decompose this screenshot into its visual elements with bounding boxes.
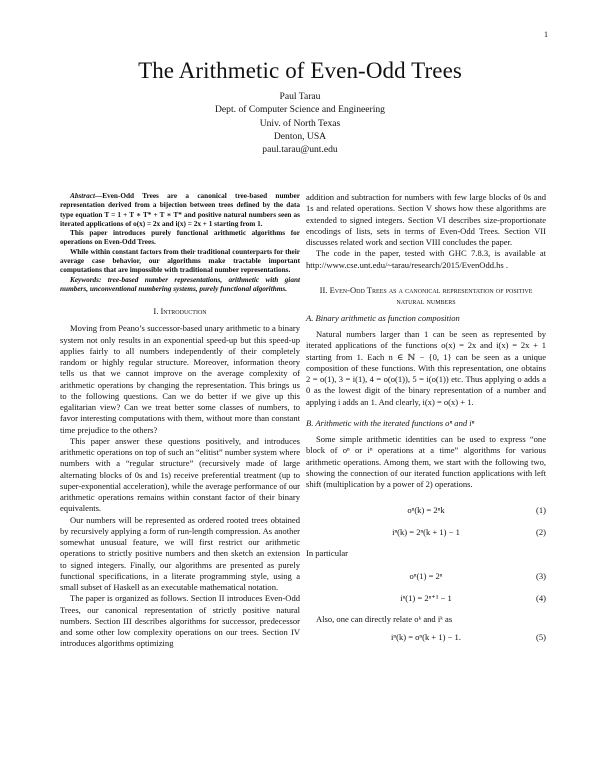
equation-3-body: oⁿ(1) = 2ⁿ [409, 570, 443, 581]
author-name: Paul Tarau [279, 91, 321, 102]
equation-5 [306, 631, 546, 643]
section-1-heading: I. Introduction [153, 306, 207, 317]
equation-1-number: (1) [536, 505, 546, 516]
code-availability: The code in the paper, tested with GHC 7.8.3, is available at http://www.cse.unt.edu/~tarau/research/2015/EvenOdd.hs . [306, 248, 546, 270]
subsection-a-text: Natural numbers larger than 1 can be seen as represented by iterated applications of the functions o(x) = 2x and i(x) = 2x + 1 starting from 1. Each n ∈ ℕ − {0, 1} can be seen as a unique composition of these functions. With this representation, one obtains 2 = o(1), 3 = i(1), 4 = o(o(1)), 5 = i(o(1)) etc. Thus applying o adds a 0 as the lowest digit of the binary representation of a number and applying i adds an 1. And clearly, i(x) = o(x) + 1. [306, 329, 546, 407]
abstract-p3: While within constant factors from their traditional counterparts for their average case behavior, our algorithms make tractable important computations that are impossible with traditional number representations. [60, 247, 300, 275]
intro-paragraph-1: Moving from Peano’s successor-based unary arithmetic to a binary system not only results in an exponential speed-up but this speed-up applies fairly to all numbers independently of their completely random or highly regular structure. Moreover, information theory tells us that we cannot improve on the average complexity of arithmetic operations by changing the representation. This brings us to the following questions. Can we do better if we give up this egalitarian view? Can we treat better some classes of numbers, to favor interesting computations with them, without more than constant time prejudice to the others? [60, 323, 300, 435]
page-number: 1 [544, 30, 548, 39]
keywords-text: tree-based number representations, arithmetic with giant numbers, unconventional numbering systems, purely functional algorithms. [60, 275, 300, 293]
equation-2-number: (2) [536, 527, 546, 538]
abstract-p1 [60, 192, 300, 229]
equation-5-body: iⁿ(k) = oⁿ(k + 1) − 1. [391, 631, 461, 642]
equation-3 [306, 570, 546, 582]
subsection-b-heading: B. Arithmetic with the iterated functions oⁿ and iⁿ [306, 417, 475, 428]
equation-2 [306, 526, 546, 538]
equation-4-body: iⁿ(1) = 2ⁿ⁺¹ − 1 [400, 592, 452, 603]
intro-paragraph-4: The paper is organized as follows. Section II introduces Even-Odd Trees, our canonical representation of strictly positive natural numbers. Section III describes algorithms for successor, predecessor and some other low complexity operations on our trees. Section IV introduces algorithms optimizing [60, 593, 300, 649]
equation-1 [306, 504, 546, 516]
subsection-a-heading: A. Binary arithmetic as function composition [306, 312, 460, 323]
section-2-heading: II. Even-Odd Trees as a canonical representation of positive natural numbers [319, 284, 533, 306]
paper-outline-continued: addition and subtraction for numbers with few large blocks of 0s and 1s and related operations. Section V shows how these algorithms are extended to signed integers. Section VI describes size-proportionate encodings of lists, sets in terms of Even-Odd Trees. Section VII discusses related work and section VIII concludes the paper. [306, 192, 546, 247]
intro-paragraph-2: This paper answer these questions positively, and introduces arithmetic operations on top of such an “elitist” number system where numbers with a “regular structure” (recursively made of large alternating blocks of 0s and 1s) receive preferential treatment (up to super-exponential acceleration), while the average performance of our arithmetic operations remains within constant factor of their binary equivalents. [60, 435, 300, 514]
author-block [0, 90, 600, 156]
equation-1-body: oⁿ(k) = 2ⁿk [407, 505, 445, 516]
abstract-p2: This paper introduces purely functional arithmetic algorithms for operations on Even-Odd Trees. [60, 229, 300, 247]
author-univ: Univ. of North Texas [259, 117, 341, 129]
left-column [60, 192, 300, 650]
in-particular-text: In particular [306, 548, 348, 559]
abstract [60, 192, 300, 294]
keywords-label: Keywords: [70, 275, 102, 284]
also-relate-text: Also, one can directly relate oᵏ and iᵏ as [316, 613, 453, 624]
equation-4 [306, 592, 546, 604]
intro-paragraph-3: Our numbers will be represented as ordered rooted trees obtained by recursively applying a form of run-length compression. As another somewhat unusual feature, we will first restrict our arithmetic operations to strictly positive numbers and then sketch an extension to signed integers. Finally, our algorithms are presented as purely functional specifications, in a literate programming style, using a small subset of Haskell as an executable mathematical notation. [60, 514, 300, 593]
right-column [306, 192, 546, 653]
keywords [60, 276, 300, 295]
paper-title: The Arithmetic of Even-Odd Trees [138, 58, 462, 83]
author-dept: Dept. of Computer Science and Engineering [215, 104, 385, 116]
equation-4-number: (4) [536, 592, 546, 603]
author-city: Denton, USA [273, 130, 327, 142]
equation-2-body: iⁿ(k) = 2ⁿ(k + 1) − 1 [392, 527, 460, 538]
subsection-b-text: Some simple arithmetic identities can be used to express “one block of oⁿ or iⁿ operations at a time” algorithms for various arithmetic operations. Among them, we start with the following two, showing the connection of our iterated function applications with left shift (multiplication by a power of 2) operations. [306, 434, 546, 489]
equation-5-number: (5) [536, 631, 546, 642]
author-email: paul.tarau@unt.edu [262, 144, 338, 156]
abstract-label: Abstract [70, 192, 95, 200]
equation-3-number: (3) [536, 570, 546, 581]
abstract-text-1: —Even-Odd Trees are a canonical tree-based number representation derived from a bijection between trees defined by the data type equation T = 1 + T ∗ T* + T ∗ T* and positive natural numbers seen as iterated applications of o(x) = 2x and i(x) = 2x + 1 starting from 1. [60, 192, 300, 228]
